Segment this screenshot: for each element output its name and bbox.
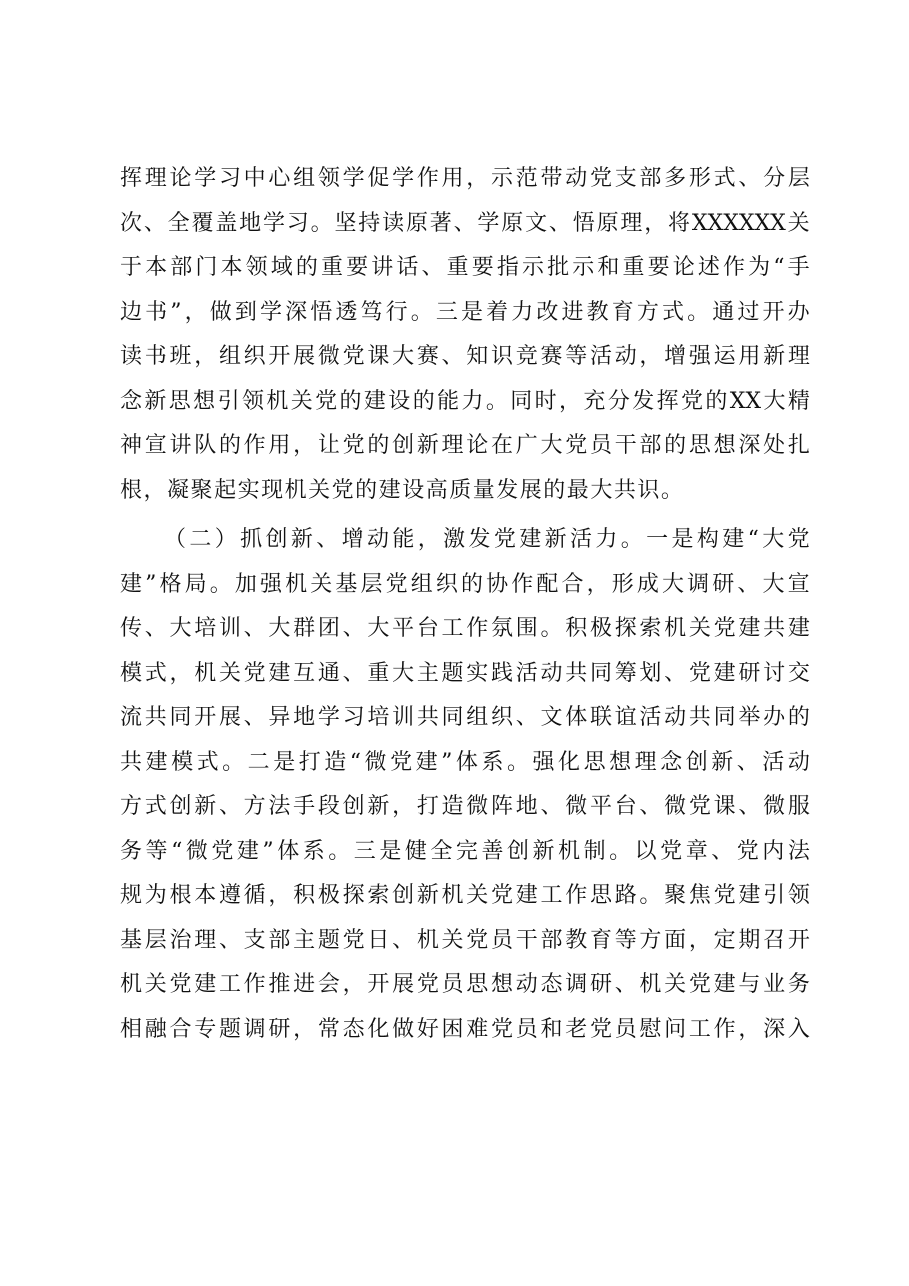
- body-text: [120, 157, 810, 1052]
- text-line: 规 为 根 本 遵 循 ， 积 极 探 索 创 新 机 关 党 建 工 作 思 路 。 聚 焦 党 建 引 领: [120, 883, 810, 908]
- text-line: 次 、 全 覆 盖 地 学 习 。 坚 持 读 原 著 、 学 原 文 、 悟 原 理 ， 将 XXXXXX 关: [120, 210, 810, 236]
- text-line: 共 建 模 式 。 二 是 打 造 “ 微 党 建 ” 体 系 。 强 化 思 想 理 念 创 新 、 活 动: [120, 749, 810, 775]
- text-line: 读 书 班 ， 组 织 开 展 微 党 课 大 赛 、 知 识 竞 赛 等 活 动 ， 增 强 运 用 新 理: [120, 344, 810, 369]
- text-line: 模 式 ， 机 关 党 建 互 通 、 重 大 主 题 实 践 活 动 共 同 筹 划 、 党 建 研 讨 交: [120, 660, 810, 686]
- text-line: 方 式 创 新 、 方 法 手 段 创 新 ， 打 造 微 阵 地 、 微 平 台 、 微 党 课 、 微 服: [120, 794, 810, 819]
- text-line: 边 书 ” ， 做 到 学 深 悟 透 笃 行 。 三 是 着 力 改 进 教 育 方 式 。 通 过 开 办: [120, 299, 810, 325]
- text-line: 务 等 “ 微 党 建 ” 体 系 。 三 是 健 全 完 善 创 新 机 制 。 以 党 章 、 党 内 法: [120, 838, 810, 864]
- text-line: 根 ， 凝 聚 起 实 现 机 关 党 的 建 设 高 质 量 发 展 的 最 大 共 识 。: [120, 477, 683, 503]
- text-line: 于 本 部 门 本 领 域 的 重 要 讲 话 、 重 要 指 示 批 示 和 重 要 论 述 作 为 “ 手: [120, 255, 810, 280]
- text-line: 机 关 党 建 工 作 推 进 会 ， 开 展 党 员 思 想 动 态 调 研 、 机 关 党 建 与 业 务: [120, 972, 810, 997]
- text-line: 流 共 同 开 展 、 异 地 学 习 培 训 共 同 组 织 、 文 体 联 谊 活 动 共 同 举 办 的: [120, 705, 810, 730]
- text-line: 神 宣 讲 队 的 作 用 ， 让 党 的 创 新 理 论 在 广 大 党 员 干 部 的 思 想 深 处 扎: [120, 433, 810, 458]
- text-line: 传 、 大 培 训 、 大 群 团 、 大 平 台 工 作 氛 围 。 积 极 探 索 机 关 党 建 共 建: [120, 616, 810, 641]
- text-line: 相 融 合 专 题 调 研 ， 常 态 化 做 好 困 难 党 员 和 老 党 员 慰 问 工 作 ， 深 入: [120, 1016, 810, 1042]
- text-line: （ 二 ） 抓 创 新 、 增 动 能 ， 激 发 党 建 新 活 力 。 一 是 构 建 “ 大 党: [164, 527, 810, 552]
- text-line: 建 ” 格 局 。 加 强 机 关 基 层 党 组 织 的 协 作 配 合 ， 形 成 大 调 研 、 大 宣: [120, 571, 810, 597]
- text-line: 基 层 治 理 、 支 部 主 题 党 日 、 机 关 党 员 干 部 教 育 等 方 面 ， 定 期 召 开: [120, 927, 810, 953]
- text-line: 念 新 思 想 引 领 机 关 党 的 建 设 的 能 力 。 同 时 ， 充 分 发 挥 党 的 XX 大 精: [120, 388, 810, 414]
- text-line: 挥 理 论 学 习 中 心 组 领 学 促 学 作 用 ， 示 范 带 动 党 支 部 多 形 式 、 分 层: [120, 166, 810, 191]
